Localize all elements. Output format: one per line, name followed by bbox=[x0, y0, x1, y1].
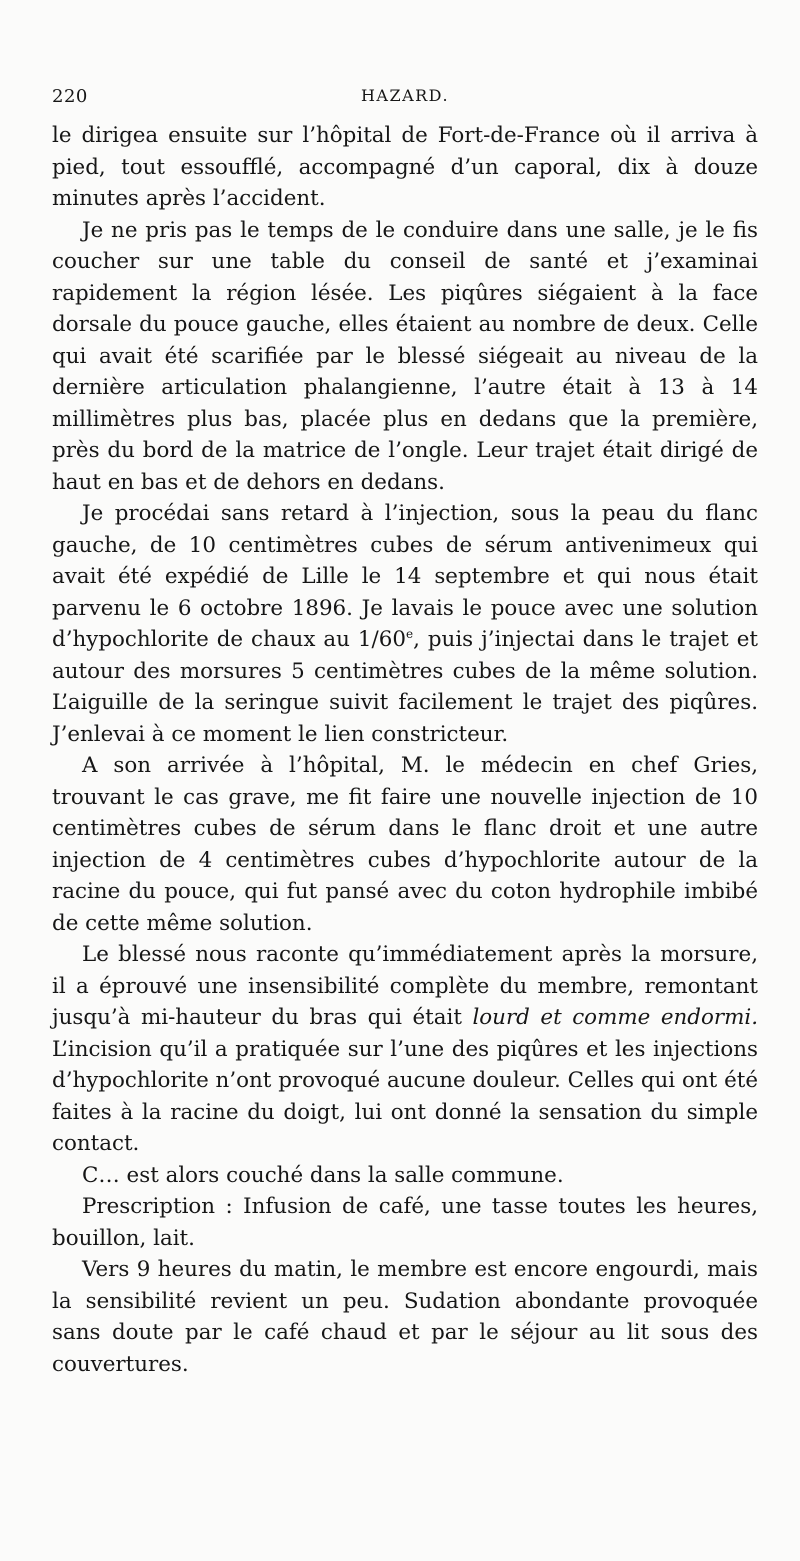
paragraph-3-text-part-2: , puis j’injectai dans le trajet et autour des morsures 5 centimètres cubes de la même solution. L’aiguille de la seringue suivit facilement le trajet des piqûres. J’enlevai à ce moment le lien constricteur. bbox=[52, 627, 759, 747]
superscript-e: e bbox=[405, 626, 414, 641]
running-head: HAZARD. bbox=[360, 86, 450, 105]
paragraph-8-text: Vers 9 heures du matin, le membre est encore engourdi, mais la sensibilité revient un peu. Sudation abondante provoquée sans doute par le café chaud et par le séjour au lit sous des couvertures. bbox=[52, 1257, 758, 1377]
paragraph-7 bbox=[52, 1191, 758, 1254]
page-header bbox=[52, 86, 758, 114]
paragraph-3 bbox=[52, 498, 758, 750]
paragraph-2-text: Je ne pris pas le temps de le conduire dans une salle, je le fis coucher sur une table du conseil de santé et j’examinai rapidement la région lésée. Les piqûres siégaient à la face dorsale du pouce gauche, elles étaient au nombre de deux. Celle qui avait été scarifiée par le blessé siégeait au niveau de la dernière articulation phalangienne, l’autre était à 13 à 14 millimètres plus bas, placée plus en dedans que la première, près du bord de la matrice de l’ongle. Leur trajet était dirigé de haut en bas et de dehors en dedans. bbox=[52, 217, 758, 495]
paragraph-5 bbox=[52, 939, 758, 1160]
paragraph-8 bbox=[52, 1254, 758, 1380]
paragraph-4-text: A son arrivée à l’hôpital, M. le médecin en chef Gries, trouvant le cas grave, me fit faire une nouvelle injection de 10 centimètres cubes de sérum dans le flanc droit et une autre injection de 4 centimètres cubes d’hypochlorite autour de la racine du pouce, qui fut pansé avec du coton hydrophile imbibé de cette même solution. bbox=[52, 753, 758, 936]
paragraph-4 bbox=[52, 750, 758, 939]
italic-phrase: lourd et comme endormi. bbox=[472, 1005, 758, 1030]
paragraph-2 bbox=[52, 215, 758, 499]
paragraph-3-text-part-1: Je procédai sans retard à l’injection, sous la peau du flanc gauche, de 10 centimètres cubes de sérum antivenimeux qui avait été expédié de Lille le 14 septembre et qui nous était parvenu le 6 octobre 1896. Je lavais le pouce avec une solution d’hypochlorite de chaux au 1/60 bbox=[52, 501, 758, 652]
paragraph-1-text: le dirigea ensuite sur l’hôpital de Fort-de-France où il arriva à pied, tout essoufflé, accompagné d’un caporal, dix à douze minutes après l’accident. bbox=[52, 123, 758, 211]
book-page bbox=[0, 86, 800, 1561]
paragraph-6 bbox=[52, 1160, 758, 1192]
paragraph-1 bbox=[52, 120, 758, 215]
paragraph-5-text-part-2: L’incision qu’il a pratiquée sur l’une des piqûres et les injections d’hypochlorite n’ont provoqué aucune douleur. Celles qui ont été faites à la racine du doigt, lui ont donné la sensation du simple contact. bbox=[52, 1036, 758, 1156]
page-number: 220 bbox=[52, 86, 88, 107]
body-text bbox=[52, 120, 758, 1380]
paragraph-6-text: C… est alors couché dans la salle commune. bbox=[82, 1162, 564, 1188]
paragraph-7-text: Prescription : Infusion de café, une tasse toutes les heures, bouillon, lait. bbox=[52, 1194, 758, 1251]
paragraph-5-text-part-1: Le blessé nous raconte qu’immédiatement après la morsure, il a éprouvé une insensibilité complète du membre, remontant jusqu’à mi-hauteur du bras qui était bbox=[52, 942, 758, 1030]
